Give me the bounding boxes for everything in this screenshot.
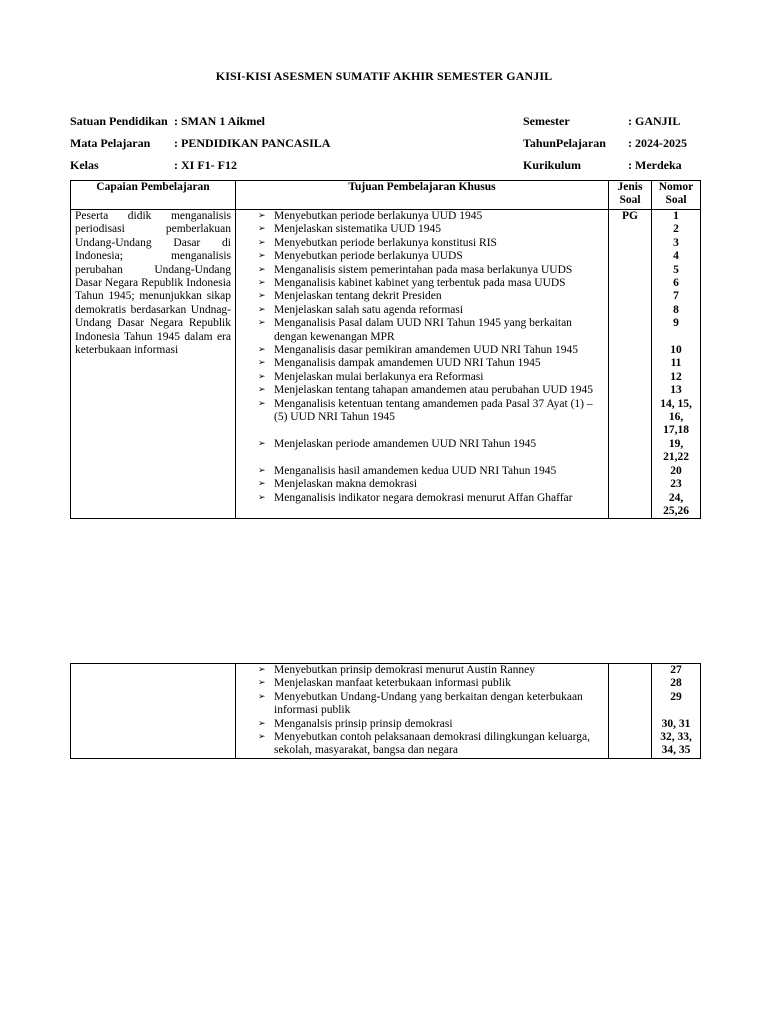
semester-value: : GANJIL	[628, 114, 681, 128]
header-jenis-line2: Soal	[619, 194, 641, 207]
list-item: ➢ Menganalsis prinsip prinsip demokrasi	[236, 718, 604, 731]
list-item: ➢ Menyebutkan prinsip demokrasi menurut Austin Ranney	[236, 664, 604, 677]
mapel-value: : PENDIDIKAN PANCASILA	[174, 136, 331, 150]
table-row	[71, 210, 701, 519]
list-item: ➢ Menganalisis dasar pemikiran amandemen UUD NRI Tahun 1945	[236, 344, 604, 357]
nomor-value: 20	[670, 464, 682, 477]
header-tp	[236, 181, 609, 210]
nomor-value: 28	[670, 677, 682, 690]
list-item: ➢ Menganalisis indikator negara demokrasi menurut Affan Ghaffar	[236, 492, 604, 505]
tp-cell	[236, 664, 609, 759]
nomor-value: 16,	[668, 411, 684, 424]
list-item: ➢ Menjelaskan tentang tahapan amandemen atau perubahan UUD 1945	[236, 384, 604, 397]
header-nomor-line1: Nomor	[658, 181, 694, 193]
cp-cell: Peserta didik menganalisis periodisasi pemberlakuan Undang-Undang Dasar di Indonesia; menganalisis perubahan Undang-Undang Dasar Negara Republik Indonesia Tahun 1945; menunjukkan sikap demokratis berdasarkan Undnag-Undang Dasar Negara Republik Indonesia Tahun 1945 dalam era keterbukaan informasi	[71, 210, 236, 519]
list-item: ➢ Menganalisis Pasal dalam UUD NRI Tahun 1945 yang berkaitan dengan kewenangan MPR	[236, 317, 604, 344]
nomor-value: 5	[673, 263, 679, 276]
semester-label: Semester	[523, 114, 570, 128]
list-item: ➢ Menjelaskan sistematika UUD 1945	[236, 223, 604, 236]
jenis-cell	[609, 210, 652, 519]
nomor-value: 23	[670, 478, 682, 491]
list-item: ➢ Menjelaskan tentang dekrit Presiden	[236, 290, 604, 303]
document-title: KISI-KISI ASESMEN SUMATIF AKHIR SEMESTER GANJIL	[215, 69, 553, 83]
nomor-value: 17,18	[663, 424, 689, 437]
header-jenis-line1: Jenis	[617, 181, 643, 193]
nomor-value: 10	[670, 344, 682, 357]
list-item: ➢ Menganalisis kabinet kabinet yang terbentuk pada masa UUDS	[236, 277, 604, 290]
kurikulum-value: : Merdeka	[628, 158, 682, 172]
tp-cell	[236, 210, 609, 519]
nomor-value: 2	[673, 223, 679, 236]
list-item: ➢ Menyebutkan periode berlakunya UUD 1945	[236, 210, 604, 223]
nomor-value: 12	[670, 370, 682, 383]
table-row	[71, 664, 701, 759]
list-item: ➢ Menganalisis sistem pemerintahan pada masa berlakunya UUDS	[236, 264, 604, 277]
list-item: ➢ Menyebutkan periode berlakunya konstitusi RIS	[236, 237, 604, 250]
nomor-value: 9	[673, 317, 679, 330]
nomor-value: 1	[673, 210, 679, 222]
kisi-table-page2	[70, 663, 701, 759]
header-cp-label: Capaian Pembelajaran	[96, 181, 210, 193]
list-item: ➢ Menjelaskan periode amandemen UUD NRI Tahun 1945	[236, 438, 604, 451]
list-item: ➢ Menjelaskan mulai berlakunya era Reformasi	[236, 371, 604, 384]
list-item: ➢ Menganalisis ketentuan tentang amandemen pada Pasal 37 Ayat (1) – (5) UUD NRI Tahun 1945	[236, 398, 604, 425]
kisi-table-page1	[70, 180, 701, 519]
nomor-spacer	[652, 704, 700, 717]
nomor-value: 3	[673, 236, 679, 249]
nomor-value: 19,	[668, 437, 684, 450]
list-item: ➢ Menganalisis hasil amandemen kedua UUD NRI Tahun 1945	[236, 465, 604, 478]
nomor-value: 11	[670, 357, 682, 370]
jenis-cell-empty	[609, 664, 652, 759]
nomor-value: 30, 31	[661, 717, 691, 730]
mapel-label: Mata Pelajaran	[70, 136, 151, 150]
cp-cell-empty	[71, 664, 236, 759]
kurikulum-label: Kurikulum	[523, 158, 582, 172]
nomor-spacer	[652, 331, 700, 344]
nomor-value: 4	[673, 250, 679, 263]
nomor-value: 32, 33,	[660, 731, 692, 744]
list-item: ➢ Menyebutkan contoh pelaksanaan demokrasi dilingkungan keluarga, sekolah, masyarakat, bangsa dan negara	[236, 731, 604, 758]
tp-list	[236, 210, 608, 505]
list-item: ➢ Menyebutkan Undang-Undang yang berkaitan dengan keterbukaan informasi publik	[236, 691, 604, 718]
nomor-value: 24,	[668, 491, 684, 504]
nomor-value: 21,22	[663, 451, 689, 464]
jenis-value: PG	[622, 210, 638, 222]
satuan-value: : SMAN 1 Aikmel	[174, 114, 265, 128]
nomor-cell	[652, 664, 701, 759]
tahun-value: : 2024-2025	[628, 136, 687, 150]
header-nomor-line2: Soal	[665, 194, 687, 207]
header-cp	[71, 181, 236, 210]
list-item: ➢ Menjelaskan makna demokrasi	[236, 478, 604, 491]
kelas-value: : XI F1- F12	[174, 158, 237, 172]
header-jenis	[609, 181, 652, 210]
list-item: ➢ Menyebutkan periode berlakunya UUDS	[236, 250, 604, 263]
table-header-row	[71, 181, 701, 210]
tahun-label: TahunPelajaran	[523, 136, 606, 150]
nomor-value: 34, 35	[661, 744, 691, 757]
nomor-value: 7	[673, 290, 679, 303]
satuan-label: Satuan Pendidikan	[70, 114, 168, 128]
header-tp-label: Tujuan Pembelajaran Khusus	[348, 181, 496, 193]
nomor-value: 13	[670, 384, 682, 397]
list-item: ➢ Menjelaskan manfaat keterbukaan informasi publik	[236, 677, 604, 690]
kelas-label: Kelas	[70, 158, 99, 172]
nomor-value: 29	[670, 690, 682, 703]
list-item: ➢ Menjelaskan salah satu agenda reformasi	[236, 304, 604, 317]
header-nomor	[652, 181, 701, 210]
nomor-value: 27	[670, 664, 682, 676]
tp-list	[236, 664, 608, 758]
nomor-value: 8	[673, 303, 679, 316]
nomor-cell	[652, 210, 701, 519]
nomor-value: 6	[673, 277, 679, 290]
nomor-value: 14, 15,	[660, 397, 692, 410]
list-item: ➢ Menganalisis dampak amandemen UUD NRI Tahun 1945	[236, 357, 604, 370]
nomor-value: 25,26	[663, 504, 689, 517]
